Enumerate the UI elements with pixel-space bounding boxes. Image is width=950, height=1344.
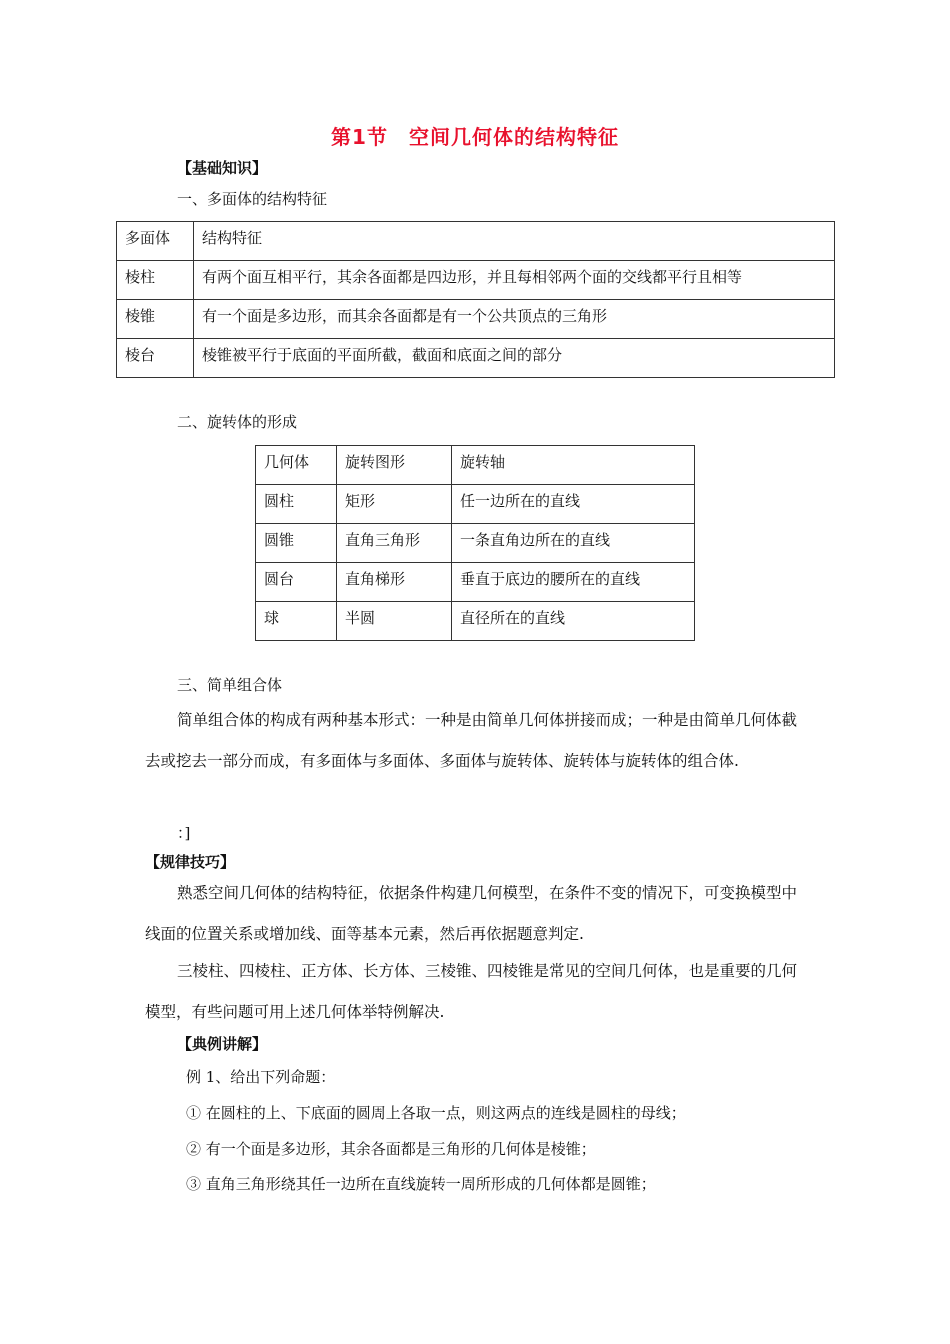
table-header-row [256,446,695,485]
example-item: ① 在圆柱的上、下底面的圆周上各取一点，则这两点的连线是圆柱的母线； [186,1104,686,1122]
table-header-cell: 几何体 [256,446,337,485]
section-examples-heading: 【典例讲解】 [177,1035,268,1053]
rotation-table [255,445,695,641]
table-cell: 任一边所在的直线 [452,485,695,524]
table-row [117,300,835,339]
table-cell: 有两个面互相平行，其余各面都是四边形，并且每相邻两个面的交线都平行且相等 [194,261,835,300]
table-cell: 直角三角形 [337,524,452,563]
table-cell: 棱锥 [117,300,194,339]
table-cell: 圆台 [256,563,337,602]
table-cell: 一条直角边所在的直线 [452,524,695,563]
table-header-cell: 结构特征 [194,222,835,261]
section-tips-heading: 【规律技巧】 [145,853,236,871]
example-1-intro: 例 1、给出下列命题： [186,1068,336,1086]
table-row [256,524,695,563]
section-basic-heading: 【基础知识】 [177,159,268,177]
example-item: ③ 直角三角形绕其任一边所在直线旋转一周所形成的几何体都是圆锥； [186,1175,656,1193]
table-cell: 圆锥 [256,524,337,563]
table-header-cell: 旋转图形 [337,446,452,485]
table-row [256,563,695,602]
table-cell: 棱柱 [117,261,194,300]
subsection-rotation: 二、旋转体的形成 [177,413,298,431]
subsection-combination: 三、简单组合体 [177,676,283,694]
example-item: ② 有一个面是多边形，其余各面都是三角形的几何体是棱锥； [186,1140,596,1158]
table-row [117,339,835,378]
subsection-polyhedron: 一、多面体的结构特征 [177,190,328,208]
tips-paragraph-2: 三棱柱、四棱柱、正方体、长方体、三棱锥、四棱锥是常见的空间几何体，也是重要的几何模型，有些问题可用上述几何体举特例解决. [145,962,798,1021]
table-cell: 球 [256,602,337,641]
table-cell: 圆柱 [256,485,337,524]
stray-mark: ：] [177,824,191,842]
table-cell: 有一个面是多边形，而其余各面都是有一个公共顶点的三角形 [194,300,835,339]
table-cell: 棱锥被平行于底面的平面所截，截面和底面之间的部分 [194,339,835,378]
table-row [256,602,695,641]
table-cell: 矩形 [337,485,452,524]
table-cell: 直角梯形 [337,563,452,602]
table-header-cell: 多面体 [117,222,194,261]
table-cell: 垂直于底边的腰所在的直线 [452,563,695,602]
combination-paragraph: 简单组合体的构成有两种基本形式：一种是由简单几何体拼接而成；一种是由简单几何体截去或挖去一部分而成，有多面体与多面体、多面体与旋转体、旋转体与旋转体的组合体. [145,711,798,770]
table-cell: 直径所在的直线 [452,602,695,641]
table-row [256,485,695,524]
table-row [117,261,835,300]
polyhedron-table [116,221,835,378]
page-title: 第1节 空间几何体的结构特征 [331,125,619,149]
tips-paragraph-1: 熟悉空间几何体的结构特征，依据条件构建几何模型，在条件不变的情况下，可变换模型中线面的位置关系或增加线、面等基本元素，然后再依据题意判定. [145,884,798,943]
table-cell: 半圆 [337,602,452,641]
table-header-row [117,222,835,261]
table-header-cell: 旋转轴 [452,446,695,485]
table-cell: 棱台 [117,339,194,378]
